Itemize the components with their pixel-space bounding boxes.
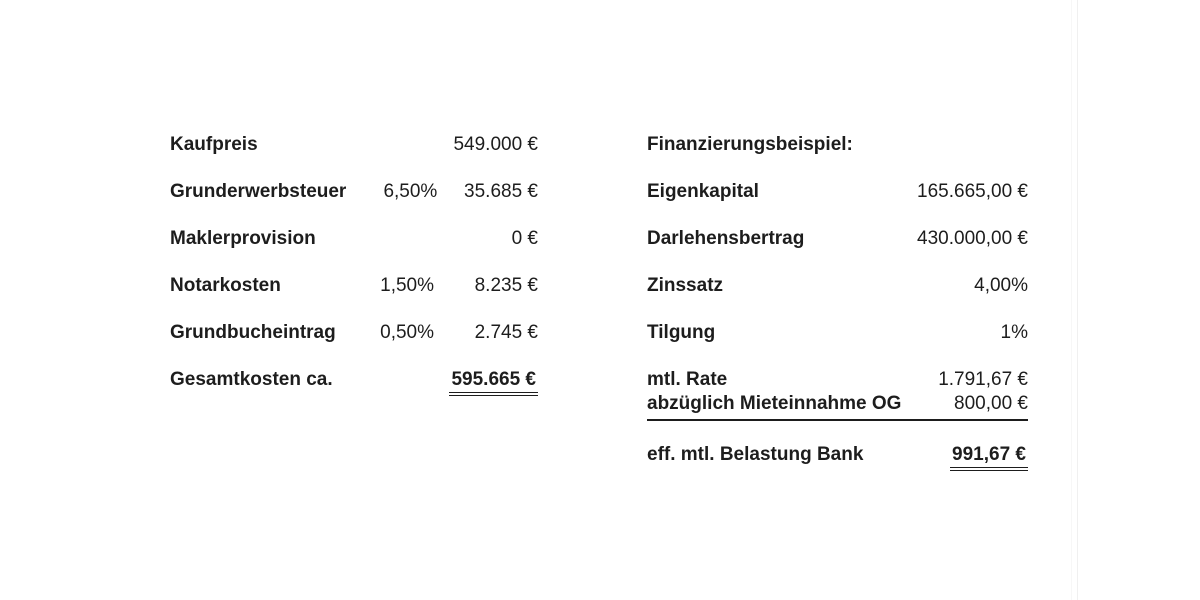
financing-label: Eigenkapital (647, 181, 759, 202)
table-row (170, 133, 538, 180)
cost-label: Notarkosten (170, 275, 281, 296)
effective-burden-label: eff. mtl. Belastung Bank (647, 444, 864, 465)
page-edge-line (1077, 0, 1078, 600)
table-row (170, 180, 538, 227)
total-costs-label: Gesamtkosten ca. (170, 369, 333, 390)
effective-burden-value: 991,67 € (950, 443, 1028, 471)
total-costs-value: 595.665 € (434, 368, 538, 396)
cost-value: 35.685 € (464, 181, 538, 202)
costs-table (170, 133, 538, 415)
financing-title: Finanzierungsbeispiel: (647, 134, 853, 155)
spacer (647, 421, 1028, 443)
effective-burden-row (647, 443, 1028, 490)
rent-deduction-row (647, 392, 1028, 421)
rent-deduction-value: 800,00 € (954, 393, 1028, 414)
financing-label: Tilgung (647, 322, 716, 343)
financing-label: Zinssatz (647, 275, 724, 296)
table-row (647, 321, 1028, 368)
page-edge-line (1071, 0, 1072, 600)
table-row (170, 227, 538, 274)
rent-deduction-label: abzüglich Mieteinnahme OG (647, 393, 902, 414)
cost-percent: 1,50% (380, 275, 434, 296)
table-row (170, 274, 538, 321)
cost-label: Grundbucheintrag (170, 322, 336, 343)
total-costs-row (170, 368, 538, 415)
monthly-rate-value: 1.791,67 € (938, 369, 1028, 390)
monthly-rate-label: mtl. Rate (647, 369, 728, 390)
cost-value: 2.745 € (474, 322, 538, 343)
cost-value: 549.000 € (453, 134, 538, 155)
financing-value: 165.665,00 € (917, 181, 1028, 202)
cost-label: Grunderwerbsteuer (170, 181, 347, 202)
cost-label: Kaufpreis (170, 134, 258, 155)
financing-value: 1% (1000, 322, 1028, 343)
cost-percent: 6,50% (383, 181, 438, 202)
table-row (170, 321, 538, 368)
table-row (647, 227, 1028, 274)
cost-label: Maklerprovision (170, 228, 316, 249)
financing-header-row (647, 133, 1028, 180)
financing-value: 430.000,00 € (917, 228, 1028, 249)
financing-table (647, 133, 1028, 490)
monthly-rate-row (647, 368, 1028, 392)
financing-label: Darlehensbertrag (647, 228, 805, 249)
financing-value: 4,00% (974, 275, 1028, 296)
table-row (647, 180, 1028, 227)
cost-value: 8.235 € (474, 275, 538, 296)
cost-percent: 0,50% (380, 322, 434, 343)
cost-value: 0 € (511, 228, 538, 249)
table-row (647, 274, 1028, 321)
